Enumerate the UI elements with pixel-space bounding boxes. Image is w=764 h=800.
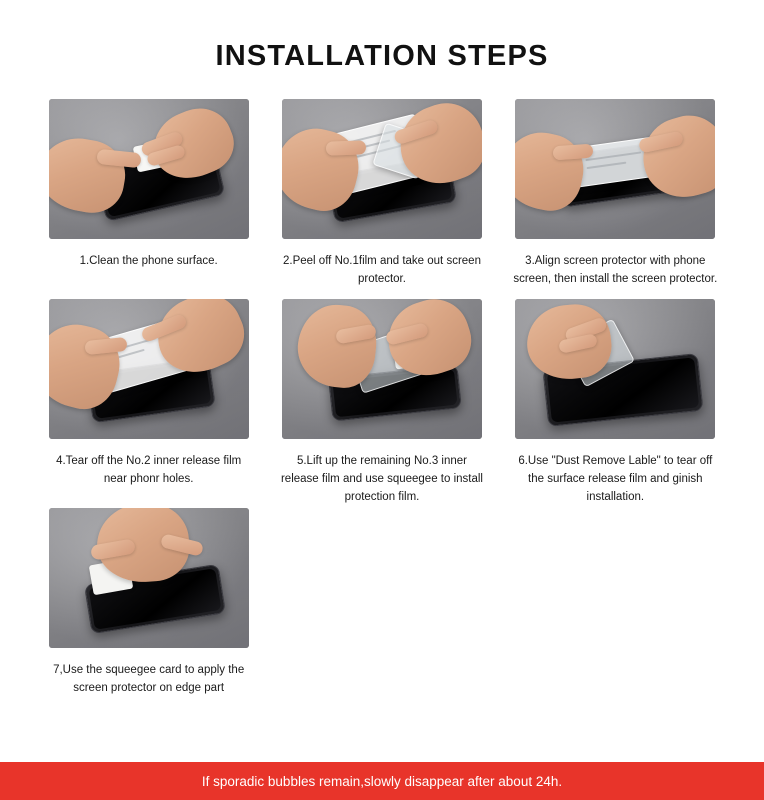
- step-card-5: [269, 299, 494, 506]
- step-caption-4: 4.Tear off the No.2 inner release film near phonr holes.: [56, 455, 242, 485]
- step-caption-5: 5.Lift up the remaining No.3 inner release film and use squeegee to install protection film.: [280, 455, 483, 503]
- footer-note: [0, 762, 764, 800]
- step-image-2: [282, 99, 482, 239]
- step-caption-6: 6.Use "Dust Remove Lable" to tear off the surface release film and ginish installation.: [518, 455, 713, 503]
- step-image-4: [49, 299, 249, 439]
- step-image-5: [282, 299, 482, 439]
- step-caption-2: 2.Peel off No.1film and take out screen protector.: [283, 255, 481, 285]
- steps-grid-row-3: [0, 508, 764, 702]
- step-image-3: [515, 99, 715, 239]
- left-index-finger: [326, 140, 366, 155]
- left-index-finger: [553, 144, 594, 161]
- step-card-2: [269, 99, 494, 293]
- step-card-4: [36, 299, 261, 506]
- step-card-6: [503, 299, 728, 506]
- step-card-3: [503, 99, 728, 293]
- step-card-1: [36, 99, 261, 293]
- step-caption-1: 1.Clean the phone surface.: [79, 255, 218, 267]
- step-image-1: [49, 99, 249, 239]
- page-title: INSTALLATION STEPS: [215, 40, 549, 72]
- footer-note-text: If sporadic bubbles remain,slowly disappear after about 24h.: [201, 773, 563, 789]
- step-card-7: [36, 508, 261, 702]
- step-caption-3: 3.Align screen protector with phone screen, then install the screen protector.: [513, 255, 718, 285]
- step-image-7: [49, 508, 249, 648]
- steps-grid-row-1: [0, 99, 764, 293]
- steps-grid-row-2: [0, 299, 764, 506]
- step-image-6: [515, 299, 715, 439]
- step-caption-7: 7,Use the squeegee card to apply the screen protector on edge part: [53, 664, 245, 695]
